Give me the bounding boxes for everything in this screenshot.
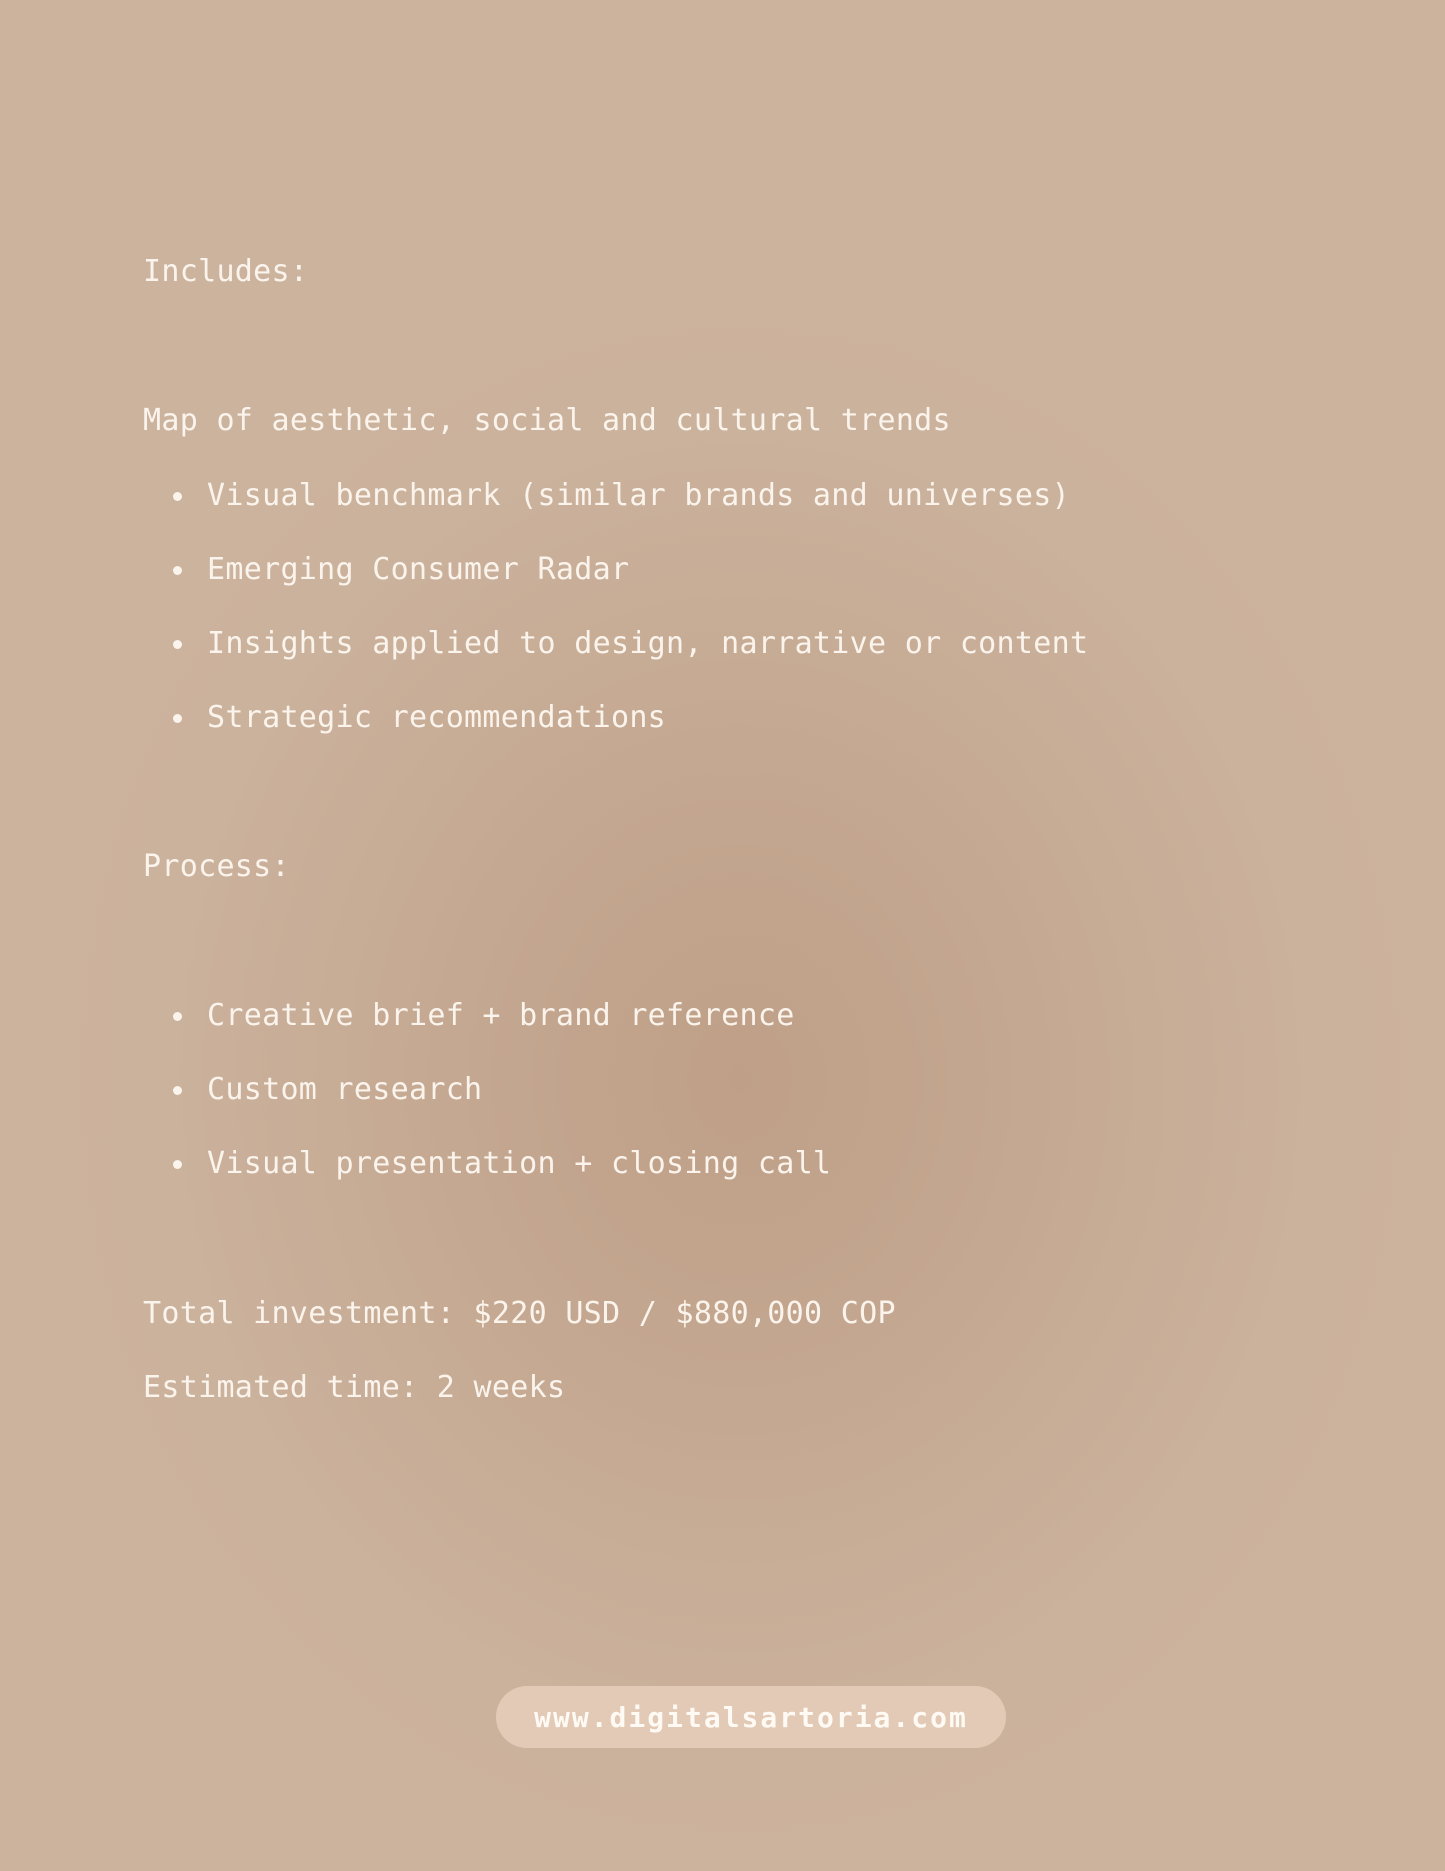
list-item-label: Strategic recommendations: [207, 700, 667, 735]
includes-heading: Includes:: [143, 254, 309, 289]
list-item-label: Insights applied to design, narrative or content: [207, 626, 1089, 661]
bullet-icon: [173, 566, 182, 575]
bullet-icon: [173, 640, 182, 649]
process-list: [143, 996, 831, 1218]
list-item: [143, 624, 1088, 698]
list-item-label: Emerging Consumer Radar: [207, 552, 630, 587]
bullet-icon: [173, 492, 182, 501]
list-item-label: Visual benchmark (similar brands and universes): [207, 478, 1070, 513]
includes-list: [143, 476, 1088, 772]
list-item-label: Custom research: [207, 1072, 483, 1107]
includes-intro: Map of aesthetic, social and cultural trends: [143, 403, 951, 438]
list-item: [143, 698, 1088, 772]
list-item: [143, 550, 1088, 624]
website-link[interactable]: www.digitalsartoria.com: [496, 1686, 1006, 1748]
bullet-icon: [173, 1160, 182, 1169]
total-investment: Total investment: $220 USD / $880,000 COP: [143, 1296, 896, 1331]
list-item-label: Creative brief + brand reference: [207, 998, 795, 1033]
list-item: [143, 996, 831, 1070]
process-heading: Process:: [143, 849, 290, 884]
list-item: [143, 476, 1088, 550]
list-item: [143, 1144, 831, 1218]
estimated-time: Estimated time: 2 weeks: [143, 1370, 566, 1405]
list-item-label: Visual presentation + closing call: [207, 1146, 832, 1181]
bullet-icon: [173, 714, 182, 723]
bullet-icon: [173, 1086, 182, 1095]
list-item: [143, 1070, 831, 1144]
bullet-icon: [173, 1012, 182, 1021]
